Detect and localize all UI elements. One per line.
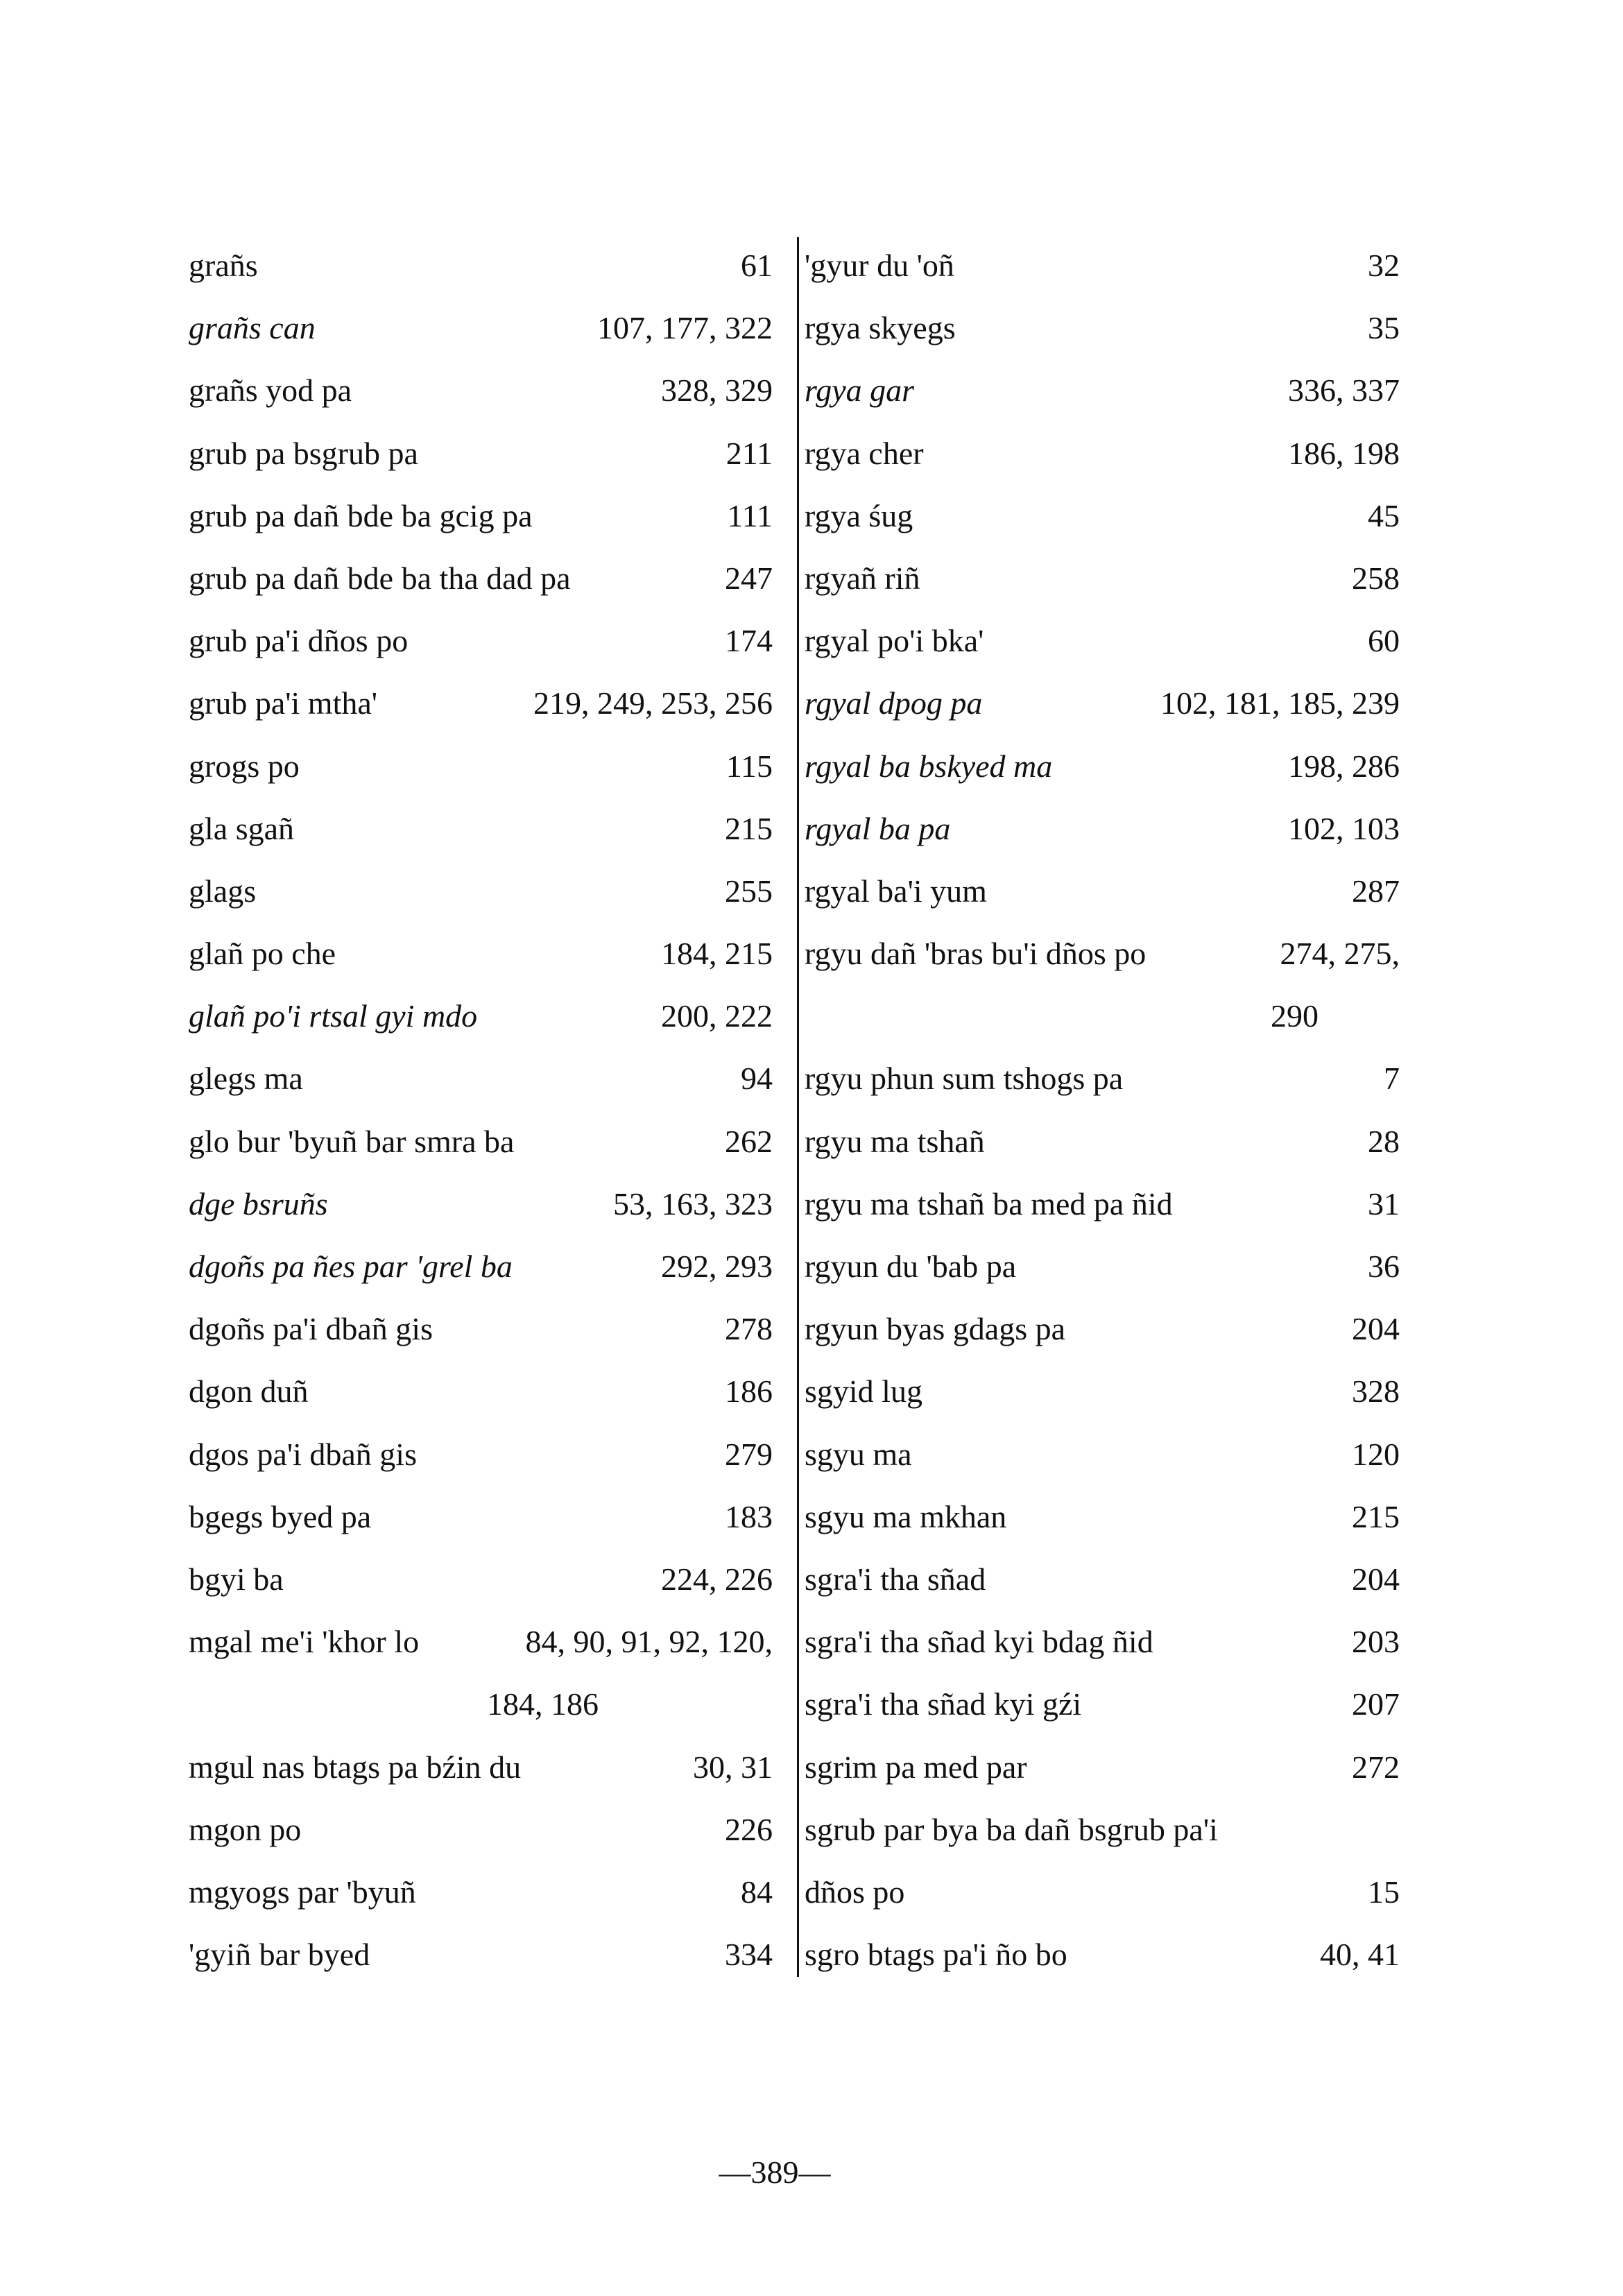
- index-term: rgyal ba pa: [805, 810, 951, 846]
- index-entry: [189, 1924, 773, 1986]
- index-entry: [805, 1047, 1400, 1110]
- index-term: mgon po: [189, 1811, 302, 1847]
- index-term: bgyi ba: [189, 1561, 284, 1597]
- index-term: dgon duñ: [189, 1373, 309, 1410]
- column-divider: [797, 237, 799, 1977]
- page-references: 186: [725, 1373, 773, 1410]
- page-references: 292, 293: [661, 1249, 773, 1284]
- index-entry: [805, 1611, 1400, 1673]
- index-term: rgya śug: [805, 497, 913, 533]
- index-term: grub pa'i mtha': [189, 685, 378, 721]
- index-term: glags: [189, 873, 257, 909]
- index-term: grogs po: [189, 748, 300, 784]
- index-entry: [805, 610, 1400, 672]
- index-entry: [189, 1111, 773, 1173]
- index-term: rgyun byas gdags pa: [805, 1311, 1066, 1347]
- index-entry: [189, 1047, 773, 1110]
- index-entry: [805, 860, 1400, 923]
- index-entry: [189, 1173, 773, 1235]
- index-term: rgya gar: [805, 372, 915, 409]
- index-term: mgyogs par 'byuñ: [189, 1874, 416, 1910]
- index-left-column: [189, 234, 773, 1986]
- page-references: 287: [1352, 873, 1400, 909]
- index-term: sgrub par bya ba dañ bsgrub pa'i: [805, 1811, 1218, 1847]
- index-term: sgyu ma: [805, 1436, 912, 1472]
- index-entry: [189, 1423, 773, 1486]
- index-entry: [805, 923, 1400, 985]
- page-references: 94: [741, 1061, 773, 1097]
- index-term: rgyu phun sum tshogs pa: [805, 1061, 1124, 1097]
- page-references: 84: [741, 1874, 773, 1910]
- index-entry: [805, 1298, 1400, 1360]
- page-references: 102, 103: [1288, 810, 1400, 846]
- index-term: rgyal dpog pa: [805, 685, 983, 721]
- index-term: mgal me'i 'khor lo: [189, 1624, 420, 1660]
- page-references: 204: [1352, 1561, 1400, 1597]
- index-entry: [189, 860, 773, 923]
- page-references: 290: [1271, 998, 1319, 1034]
- index-entry: [805, 985, 1400, 1047]
- index-term: rgyal ba'i yum: [805, 873, 987, 909]
- page-references: 35: [1368, 310, 1400, 346]
- index-term: glañ po che: [189, 936, 336, 972]
- index-entry: [805, 672, 1400, 735]
- index-term: rgyal po'i bka': [805, 623, 984, 659]
- page-references: 336, 337: [1288, 372, 1400, 409]
- index-term: dños po: [805, 1874, 905, 1910]
- index-term: mgul nas btags pa bźin du: [189, 1749, 522, 1785]
- page-references: 272: [1352, 1749, 1400, 1785]
- index-term: grañs: [189, 248, 258, 283]
- index-entry: [805, 798, 1400, 860]
- index-entry: [189, 985, 773, 1047]
- index-entry: [189, 735, 773, 798]
- page-references: 334: [725, 1937, 773, 1973]
- page-references: 226: [725, 1811, 773, 1847]
- page-references: 262: [725, 1123, 773, 1159]
- page-references: 53, 163, 323: [613, 1185, 773, 1222]
- index-entry: [805, 1799, 1400, 1861]
- index-term: dgos pa'i dbañ gis: [189, 1436, 417, 1472]
- index-entry: [805, 234, 1400, 297]
- index-entry: [189, 1235, 773, 1298]
- index-term: grañs can: [189, 310, 316, 346]
- page-references: 45: [1368, 497, 1400, 533]
- index-entry: [189, 485, 773, 547]
- index-entry: [189, 234, 773, 297]
- page-references: 107, 177, 322: [597, 310, 773, 346]
- index-entry: [805, 1548, 1400, 1611]
- index-term: grub pa'i dños po: [189, 623, 409, 659]
- page-references: 204: [1352, 1311, 1400, 1347]
- index-entry: [805, 1673, 1400, 1736]
- index-term: rgyu dañ 'bras bu'i dños po: [805, 936, 1147, 972]
- index-entry: [189, 359, 773, 422]
- page-references: 15: [1368, 1874, 1400, 1910]
- page-references: 184, 215: [661, 936, 773, 972]
- page-references: 30, 31: [693, 1749, 773, 1785]
- index-entry: [805, 1736, 1400, 1799]
- index-entry: [189, 1861, 773, 1924]
- index-term: grub pa dañ bde ba gcig pa: [189, 497, 533, 533]
- page-references: 32: [1368, 248, 1400, 283]
- index-entry: [805, 485, 1400, 547]
- index-term: 'gyiñ bar byed: [189, 1937, 370, 1973]
- page-references: 184, 186: [487, 1686, 599, 1722]
- index-entry: [805, 1924, 1400, 1986]
- index-entry: [805, 1486, 1400, 1548]
- index-entry: [805, 297, 1400, 359]
- page-references: 61: [741, 248, 773, 283]
- index-term: sgrim pa med par: [805, 1749, 1027, 1785]
- index-term: sgyid lug: [805, 1373, 922, 1410]
- index-entry: [189, 1298, 773, 1360]
- index-entry: [189, 672, 773, 735]
- index-term: gla sgañ: [189, 810, 295, 846]
- index-term: sgro btags pa'i ño bo: [805, 1937, 1067, 1973]
- page-references: 120: [1352, 1436, 1400, 1472]
- page-references: 328: [1352, 1373, 1400, 1410]
- index-entry: [189, 1611, 773, 1673]
- page-references: 203: [1352, 1624, 1400, 1660]
- index-entry: [805, 1173, 1400, 1235]
- index-entry: [189, 1548, 773, 1611]
- page-references: 28: [1368, 1123, 1400, 1159]
- page-references: 36: [1368, 1249, 1400, 1284]
- page-references: 247: [725, 560, 773, 596]
- index-entry: [805, 1360, 1400, 1423]
- index-term: rgyal ba bskyed ma: [805, 748, 1053, 784]
- page-references: 258: [1352, 560, 1400, 596]
- index-term: bgegs byed pa: [189, 1498, 372, 1534]
- page-references: 174: [725, 623, 773, 659]
- index-entry: [189, 1736, 773, 1799]
- index-term: sgyu ma mkhan: [805, 1498, 1007, 1534]
- index-term: sgra'i tha sñad: [805, 1561, 986, 1597]
- page-references: 102, 181, 185, 239: [1160, 685, 1400, 721]
- index-entry: [189, 923, 773, 985]
- index-entry: [805, 1861, 1400, 1924]
- page-number: —389—: [719, 2154, 831, 2190]
- page-references: 219, 249, 253, 256: [533, 685, 773, 721]
- page-references: 7: [1384, 1061, 1400, 1097]
- page-references: 278: [725, 1311, 773, 1347]
- index-term: rgyu ma tshañ ba med pa ñid: [805, 1185, 1173, 1222]
- index-right-column: [805, 234, 1400, 1986]
- index-entry: [805, 1423, 1400, 1486]
- index-term: grañs yod pa: [189, 372, 352, 409]
- index-entry: [189, 798, 773, 860]
- index-term: dgoñs pa ñes par 'grel ba: [189, 1249, 513, 1284]
- index-term: glegs ma: [189, 1061, 303, 1097]
- index-term: glañ po'i rtsal gyi mdo: [189, 998, 478, 1034]
- index-entry: [805, 1235, 1400, 1298]
- page-references: 198, 286: [1288, 748, 1400, 784]
- index-entry: [189, 1799, 773, 1861]
- page-references: 224, 226: [661, 1561, 773, 1597]
- page-references: 40, 41: [1320, 1937, 1400, 1973]
- page-references: 328, 329: [661, 372, 773, 409]
- index-entry: [805, 735, 1400, 798]
- index-entry: [189, 610, 773, 672]
- index-entry: [189, 1360, 773, 1423]
- index-term: rgya cher: [805, 435, 924, 471]
- page-references: 279: [725, 1436, 773, 1472]
- index-term: rgya skyegs: [805, 310, 956, 346]
- index-entry: [805, 359, 1400, 422]
- index-term: rgyu ma tshañ: [805, 1123, 985, 1159]
- page-references: 211: [725, 435, 773, 471]
- page-references: 186, 198: [1288, 435, 1400, 471]
- index-entry: [189, 422, 773, 485]
- page-references: 115: [725, 748, 773, 784]
- index-entry: [805, 547, 1400, 610]
- page-references: 84, 90, 91, 92, 120,: [525, 1624, 773, 1660]
- page-references: 31: [1368, 1185, 1400, 1222]
- index-entry: [805, 422, 1400, 485]
- index-entry: [189, 297, 773, 359]
- page-references: 111: [727, 497, 773, 533]
- index-term: rgyun du 'bab pa: [805, 1249, 1017, 1284]
- index-entry: [189, 1673, 773, 1736]
- index-entry: [805, 1111, 1400, 1173]
- index-term: dgoñs pa'i dbañ gis: [189, 1311, 433, 1347]
- page-references: 60: [1368, 623, 1400, 659]
- page-references: 200, 222: [661, 998, 773, 1034]
- page-references: 183: [725, 1498, 773, 1534]
- page-references: 255: [725, 873, 773, 909]
- page-references: 207: [1352, 1686, 1400, 1722]
- page-references: 215: [725, 810, 773, 846]
- index-term: 'gyur du 'oñ: [805, 248, 954, 283]
- index-entry: [189, 1486, 773, 1548]
- index-term: grub pa bsgrub pa: [189, 435, 418, 471]
- page-references: 274, 275,: [1280, 936, 1400, 972]
- index-entry: [189, 547, 773, 610]
- index-term: grub pa dañ bde ba tha dad pa: [189, 560, 571, 596]
- index-term: glo bur 'byuñ bar smra ba: [189, 1123, 515, 1159]
- index-term: dge bsruñs: [189, 1185, 328, 1222]
- index-term: sgra'i tha sñad kyi bdag ñid: [805, 1624, 1153, 1660]
- page-references: 215: [1352, 1498, 1400, 1534]
- index-term: sgra'i tha sñad kyi gźi: [805, 1686, 1082, 1722]
- index-term: rgyañ riñ: [805, 560, 920, 596]
